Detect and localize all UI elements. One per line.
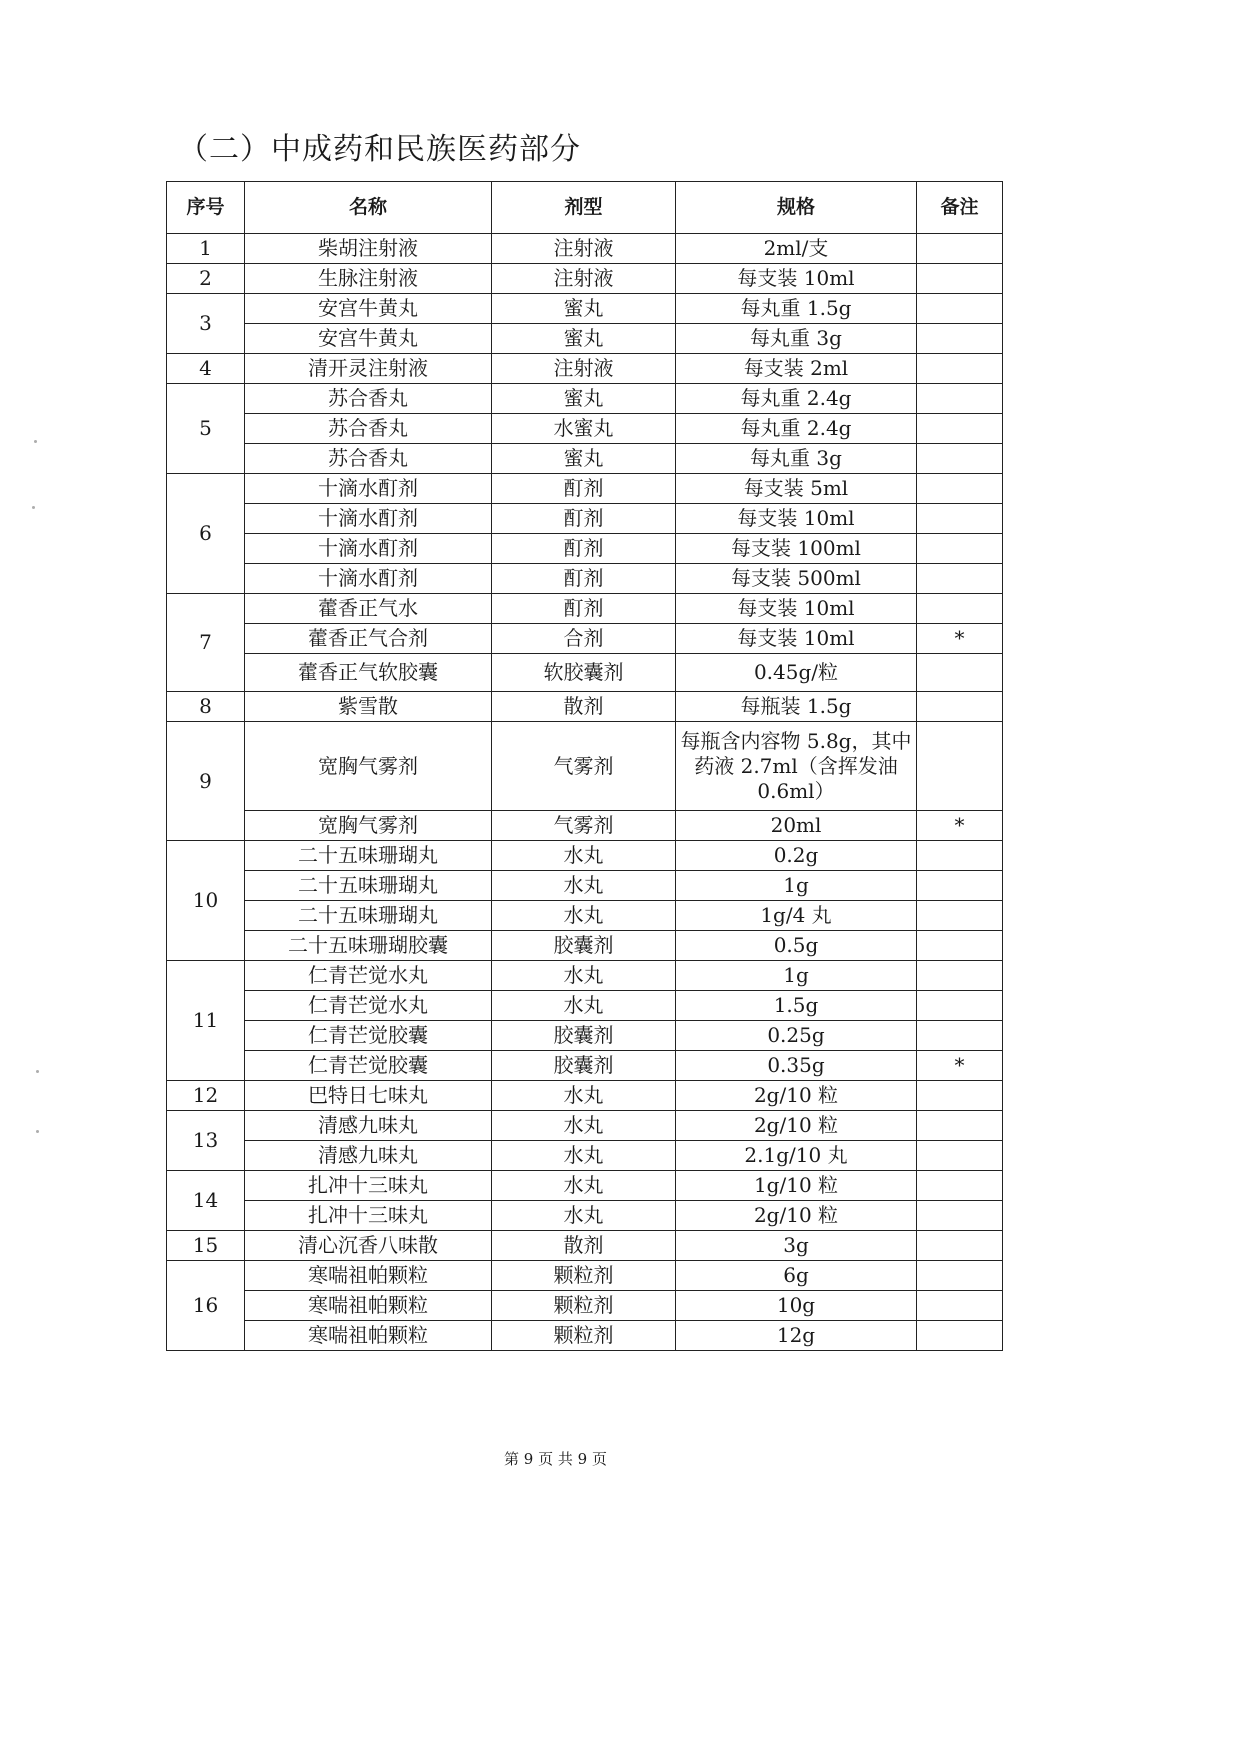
header-seq: 序号: [167, 182, 245, 234]
header-form: 剂型: [492, 182, 676, 234]
table-row: [167, 692, 1003, 722]
table-row: [167, 354, 1003, 384]
note-cell: [917, 1291, 1003, 1321]
seq-cell: 15: [167, 1231, 245, 1261]
name-cell: 生脉注射液: [245, 264, 492, 294]
form-cell: 蜜丸: [492, 384, 676, 414]
table-row: [167, 594, 1003, 624]
spec-cell: 0.35g: [676, 1051, 917, 1081]
spec-cell: 1g/10 粒: [676, 1171, 917, 1201]
table-row: [167, 1231, 1003, 1261]
form-cell: 蜜丸: [492, 444, 676, 474]
name-cell: 仁青芒觉水丸: [245, 961, 492, 991]
form-cell: 酊剂: [492, 504, 676, 534]
seq-cell: 9: [167, 722, 245, 841]
seq-cell: 2: [167, 264, 245, 294]
note-cell: [917, 1021, 1003, 1051]
seq-cell: 12: [167, 1081, 245, 1111]
spec-cell: 2g/10 粒: [676, 1081, 917, 1111]
note-cell: *: [917, 624, 1003, 654]
name-cell: 仁青芒觉水丸: [245, 991, 492, 1021]
name-cell: 仁青芒觉胶囊: [245, 1021, 492, 1051]
table-row: [167, 871, 1003, 901]
note-cell: [917, 414, 1003, 444]
seq-cell: 13: [167, 1111, 245, 1171]
note-cell: [917, 564, 1003, 594]
seq-cell: 5: [167, 384, 245, 474]
form-cell: 水丸: [492, 1141, 676, 1171]
form-cell: 水蜜丸: [492, 414, 676, 444]
spec-cell: 1g: [676, 871, 917, 901]
form-cell: 气雾剂: [492, 811, 676, 841]
table-row: [167, 1051, 1003, 1081]
table-row: [167, 722, 1003, 811]
note-cell: [917, 324, 1003, 354]
spec-cell: 0.5g: [676, 931, 917, 961]
form-cell: 注射液: [492, 264, 676, 294]
spec-cell: 每瓶装 1.5g: [676, 692, 917, 722]
name-cell: 苏合香丸: [245, 384, 492, 414]
form-cell: 颗粒剂: [492, 1261, 676, 1291]
name-cell: 寒喘祖帕颗粒: [245, 1261, 492, 1291]
spec-cell: 每丸重 2.4g: [676, 414, 917, 444]
spec-cell: 每支装 5ml: [676, 474, 917, 504]
form-cell: 胶囊剂: [492, 1021, 676, 1051]
table-row: [167, 841, 1003, 871]
name-cell: 宽胸气雾剂: [245, 722, 492, 811]
form-cell: 合剂: [492, 624, 676, 654]
spec-cell: 每丸重 1.5g: [676, 294, 917, 324]
form-cell: 水丸: [492, 991, 676, 1021]
table-row: [167, 324, 1003, 354]
spec-cell: 2.1g/10 丸: [676, 1141, 917, 1171]
spec-cell: 0.2g: [676, 841, 917, 871]
form-cell: 注射液: [492, 354, 676, 384]
name-cell: 十滴水酊剂: [245, 534, 492, 564]
spec-cell: 20ml: [676, 811, 917, 841]
form-cell: 水丸: [492, 1111, 676, 1141]
note-cell: [917, 444, 1003, 474]
name-cell: 巴特日七味丸: [245, 1081, 492, 1111]
name-cell: 紫雪散: [245, 692, 492, 722]
name-cell: 苏合香丸: [245, 444, 492, 474]
spec-cell: 6g: [676, 1261, 917, 1291]
name-cell: 安宫牛黄丸: [245, 294, 492, 324]
table-row: [167, 534, 1003, 564]
table-row: [167, 1111, 1003, 1141]
seq-cell: 1: [167, 234, 245, 264]
note-cell: [917, 1201, 1003, 1231]
name-cell: 清感九味丸: [245, 1111, 492, 1141]
spec-cell: 1g/4 丸: [676, 901, 917, 931]
table-row: [167, 1291, 1003, 1321]
table-row: [167, 504, 1003, 534]
name-cell: 宽胸气雾剂: [245, 811, 492, 841]
table-row: [167, 414, 1003, 444]
note-cell: [917, 692, 1003, 722]
spec-cell: 12g: [676, 1321, 917, 1351]
note-cell: [917, 722, 1003, 811]
note-cell: *: [917, 811, 1003, 841]
form-cell: 散剂: [492, 692, 676, 722]
name-cell: 十滴水酊剂: [245, 474, 492, 504]
note-cell: [917, 354, 1003, 384]
note-cell: [917, 504, 1003, 534]
form-cell: 软胶囊剂: [492, 654, 676, 692]
table-header-row: [167, 182, 1003, 234]
note-cell: [917, 1081, 1003, 1111]
table-row: [167, 624, 1003, 654]
table-row: [167, 811, 1003, 841]
note-cell: [917, 534, 1003, 564]
table-row: [167, 474, 1003, 504]
table-row: [167, 1201, 1003, 1231]
spec-cell: 每丸重 2.4g: [676, 384, 917, 414]
spec-cell: 每支装 2ml: [676, 354, 917, 384]
table-row: [167, 1141, 1003, 1171]
seq-cell: 10: [167, 841, 245, 961]
note-cell: [917, 991, 1003, 1021]
seq-cell: 8: [167, 692, 245, 722]
note-cell: [917, 384, 1003, 414]
form-cell: 蜜丸: [492, 294, 676, 324]
spec-cell: 每支装 100ml: [676, 534, 917, 564]
page-title: （二）中成药和民族医药部分: [178, 132, 581, 167]
seq-cell: 16: [167, 1261, 245, 1351]
note-cell: [917, 264, 1003, 294]
note-cell: [917, 901, 1003, 931]
name-cell: 扎冲十三味丸: [245, 1171, 492, 1201]
table-row: [167, 264, 1003, 294]
name-cell: 二十五味珊瑚丸: [245, 841, 492, 871]
table-row: [167, 294, 1003, 324]
form-cell: 水丸: [492, 1081, 676, 1111]
spec-cell: 每支装 500ml: [676, 564, 917, 594]
scan-speck: [36, 1070, 39, 1073]
seq-cell: 14: [167, 1171, 245, 1231]
scan-speck: [34, 440, 37, 443]
form-cell: 胶囊剂: [492, 1051, 676, 1081]
note-cell: [917, 961, 1003, 991]
form-cell: 胶囊剂: [492, 931, 676, 961]
name-cell: 柴胡注射液: [245, 234, 492, 264]
table-row: [167, 384, 1003, 414]
name-cell: 清感九味丸: [245, 1141, 492, 1171]
note-cell: [917, 1111, 1003, 1141]
name-cell: 藿香正气合剂: [245, 624, 492, 654]
spec-cell: 0.45g/粒: [676, 654, 917, 692]
note-cell: [917, 654, 1003, 692]
table-row: [167, 1081, 1003, 1111]
table-row: [167, 1021, 1003, 1051]
spec-cell: 2g/10 粒: [676, 1201, 917, 1231]
spec-cell: 每丸重 3g: [676, 444, 917, 474]
table-row: [167, 991, 1003, 1021]
spec-cell: 1.5g: [676, 991, 917, 1021]
form-cell: 水丸: [492, 841, 676, 871]
name-cell: 二十五味珊瑚胶囊: [245, 931, 492, 961]
form-cell: 酊剂: [492, 534, 676, 564]
table-row: [167, 234, 1003, 264]
name-cell: 清心沉香八味散: [245, 1231, 492, 1261]
spec-cell: 2g/10 粒: [676, 1111, 917, 1141]
form-cell: 酊剂: [492, 594, 676, 624]
name-cell: 苏合香丸: [245, 414, 492, 444]
note-cell: [917, 931, 1003, 961]
note-cell: [917, 1261, 1003, 1291]
note-cell: [917, 1321, 1003, 1351]
name-cell: 藿香正气水: [245, 594, 492, 624]
header-name: 名称: [245, 182, 492, 234]
seq-cell: 7: [167, 594, 245, 692]
table-row: [167, 444, 1003, 474]
note-cell: *: [917, 1051, 1003, 1081]
seq-cell: 6: [167, 474, 245, 594]
name-cell: 十滴水酊剂: [245, 564, 492, 594]
form-cell: 酊剂: [492, 564, 676, 594]
table-row: [167, 931, 1003, 961]
spec-cell: 每支装 10ml: [676, 624, 917, 654]
name-cell: 二十五味珊瑚丸: [245, 871, 492, 901]
page-footer: 第 9 页 共 9 页: [504, 1450, 607, 1468]
form-cell: 水丸: [492, 961, 676, 991]
name-cell: 仁青芒觉胶囊: [245, 1051, 492, 1081]
note-cell: [917, 234, 1003, 264]
form-cell: 水丸: [492, 1201, 676, 1231]
table-row: [167, 1321, 1003, 1351]
seq-cell: 11: [167, 961, 245, 1081]
header-spec: 规格: [676, 182, 917, 234]
name-cell: 扎冲十三味丸: [245, 1201, 492, 1231]
spec-cell: 2ml/支: [676, 234, 917, 264]
spec-cell: 每支装 10ml: [676, 594, 917, 624]
table-row: [167, 961, 1003, 991]
table-row: [167, 654, 1003, 692]
form-cell: 水丸: [492, 1171, 676, 1201]
form-cell: 酊剂: [492, 474, 676, 504]
name-cell: 安宫牛黄丸: [245, 324, 492, 354]
note-cell: [917, 841, 1003, 871]
note-cell: [917, 1171, 1003, 1201]
form-cell: 水丸: [492, 901, 676, 931]
scan-speck: [36, 1130, 39, 1133]
table-row: [167, 1261, 1003, 1291]
table-row: [167, 1171, 1003, 1201]
name-cell: 藿香正气软胶囊: [245, 654, 492, 692]
spec-cell: 每丸重 3g: [676, 324, 917, 354]
spec-cell: 0.25g: [676, 1021, 917, 1051]
table-row: [167, 901, 1003, 931]
note-cell: [917, 1141, 1003, 1171]
form-cell: 颗粒剂: [492, 1321, 676, 1351]
scan-speck: [32, 506, 35, 509]
form-cell: 水丸: [492, 871, 676, 901]
name-cell: 二十五味珊瑚丸: [245, 901, 492, 931]
name-cell: 清开灵注射液: [245, 354, 492, 384]
table-row: [167, 564, 1003, 594]
name-cell: 寒喘祖帕颗粒: [245, 1321, 492, 1351]
header-note: 备注: [917, 182, 1003, 234]
drug-table: [166, 181, 1003, 1351]
note-cell: [917, 1231, 1003, 1261]
spec-cell: 每支装 10ml: [676, 504, 917, 534]
note-cell: [917, 871, 1003, 901]
spec-cell: 每支装 10ml: [676, 264, 917, 294]
note-cell: [917, 474, 1003, 504]
seq-cell: 4: [167, 354, 245, 384]
note-cell: [917, 594, 1003, 624]
form-cell: 注射液: [492, 234, 676, 264]
form-cell: 颗粒剂: [492, 1291, 676, 1321]
seq-cell: 3: [167, 294, 245, 354]
form-cell: 散剂: [492, 1231, 676, 1261]
spec-cell: 3g: [676, 1231, 917, 1261]
name-cell: 十滴水酊剂: [245, 504, 492, 534]
note-cell: [917, 294, 1003, 324]
form-cell: 气雾剂: [492, 722, 676, 811]
spec-cell: 1g: [676, 961, 917, 991]
spec-cell: 每瓶含内容物 5.8g，其中药液 2.7ml（含挥发油 0.6ml）: [676, 722, 917, 811]
name-cell: 寒喘祖帕颗粒: [245, 1291, 492, 1321]
form-cell: 蜜丸: [492, 324, 676, 354]
spec-cell: 10g: [676, 1291, 917, 1321]
